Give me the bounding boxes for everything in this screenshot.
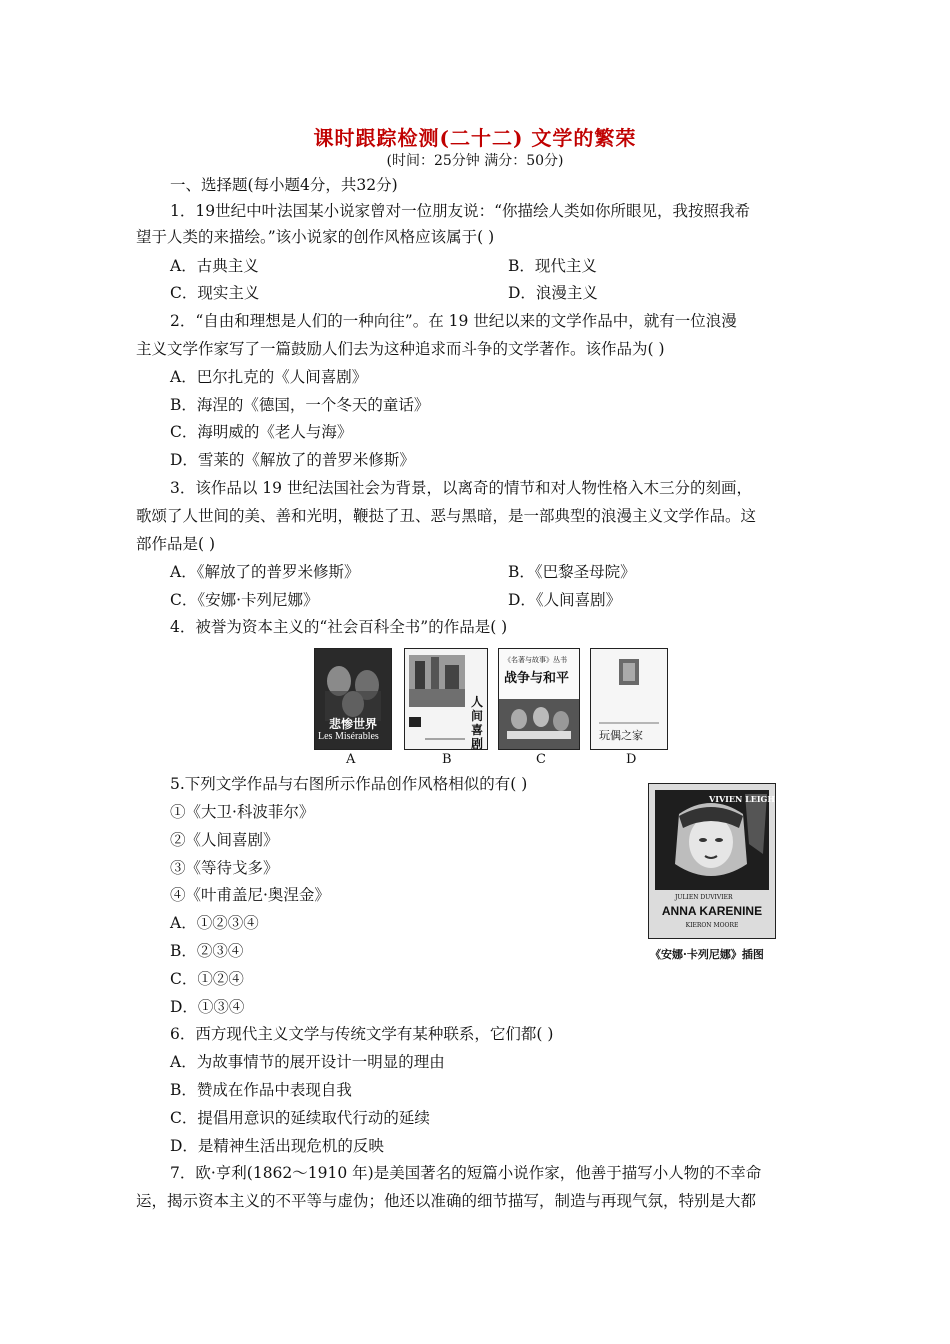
q5-item-1: ①《大卫·科波菲尔》 [170,803,315,821]
poster-top-credit: VIVIEN LEIGH [709,794,775,804]
poster-credit-2: KIERON MOORE [685,922,739,929]
q3-option-b: B．《巴黎圣母院》 [508,563,636,581]
book-c-series: 《名著与故事》丛书 [504,656,567,664]
q3-stem-line1: 3．该作品以 19 世纪法国社会为背景，以离奇的情节和对人物性格入木三分的刻画， [170,479,752,497]
q2-stem-line1: 2．“自由和理想是人们的一种向往”。在 19 世纪以来的文学作品中，就有一位浪漫 [170,312,737,330]
q4-label-b: B [442,752,452,767]
q3-option-d: D．《人间喜剧》 [508,591,622,609]
q2-option-d: D．雪莱的《解放了的普罗米修斯》 [170,451,415,469]
section-heading: 一、选择题(每小题4分，共32分) [170,176,398,194]
book-cover-b [404,648,488,750]
q6-stem: 6．西方现代主义文学与传统文学有某种联系，它们都( ) [170,1025,554,1043]
poster-credit-1: JULIEN DUVIVIER [675,894,733,901]
book-a-title-en: Les Misérables [318,731,379,742]
book-c-title: 战争与和平 [504,671,570,686]
q5-option-d: D．①③④ [170,998,245,1016]
q3-option-c: C．《安娜·卡列尼娜》 [170,591,319,609]
q6-option-b: B．赞成在作品中表现自我 [170,1081,352,1099]
q3-option-a: A．《解放了的普罗米修斯》 [170,563,360,581]
q5-item-4: ④《叶甫盖尼·奥涅金》 [170,886,330,904]
page-subtitle: (时间：25分钟 满分：50分) [386,153,564,169]
book-cover-d [590,648,668,750]
q2-option-a: A．巴尔扎克的《人间喜剧》 [170,368,368,386]
q2-stem-line2: 主义文学作家写了一篇鼓励人们去为这种追求而斗争的文学著作。该作品为( ) [136,340,665,358]
q7-stem-line1: 7．欧·亨利(1862～1910 年)是美国著名的短篇小说作家，他善于描写小人物的不幸命 [170,1164,762,1182]
q2-option-b: B．海涅的《德国，一个冬天的童话》 [170,396,430,414]
book-d-title: 玩偶之家 [599,729,643,742]
q1-stem-line1: 1．19世纪中叶法国某小说家曾对一位朋友说：“你描绘人类如你所眼见，我按照我希 [170,202,751,220]
q1-option-c: C．现实主义 [170,284,260,302]
q6-option-a: A．为故事情节的展开设计一明显的理由 [170,1053,445,1071]
poster-caption: 《安娜·卡列尼娜》插图 [650,948,764,961]
q5-option-a: A．①②③④ [170,914,259,932]
book-a-title-cn: 悲惨世界 [329,717,378,731]
q1-option-d: D．浪漫主义 [508,284,598,302]
q4-label-c: C [536,752,546,767]
q4-stem: 4．被誉为资本主义的“社会百科全书”的作品是( ) [170,618,508,636]
poster-title: ANNA KARENINE [661,904,763,918]
q5-item-3: ③《等待戈多》 [170,859,279,877]
q7-stem-line2: 运，揭示资本主义的不平等与虚伪；他还以准确的细节描写，制造与再现气氛，特别是大都 [136,1192,757,1210]
q5-option-c: C．①②④ [170,970,244,988]
q6-option-d: D．是精神生活出现危机的反映 [170,1137,384,1155]
book-b-title: 人间喜剧 [471,695,484,750]
q6-option-c: C．提倡用意识的延续取代行动的延续 [170,1109,430,1127]
q1-option-a: A．古典主义 [170,257,259,275]
q1-stem-line2: 望于人类的来描绘。”该小说家的创作风格应该属于( ) [136,228,495,246]
book-cover-a [314,648,392,750]
book-c-art [499,699,579,749]
q5-stem: 5.下列文学作品与右图所示作品创作风格相似的有( ) [170,775,528,793]
q4-label-d: D [626,752,637,767]
q3-stem-line2: 歌颂了人世间的美、善和光明，鞭挞了丑、恶与黑暗，是一部典型的浪漫主义文学作品。这 [136,507,757,525]
anna-karenina-poster [648,783,776,939]
q5-option-b: B．②③④ [170,942,244,960]
q3-stem-line3: 部作品是( ) [136,535,216,553]
q1-option-b: B．现代主义 [508,257,597,275]
q4-label-a: A [346,752,356,767]
book-cover-c [498,648,580,750]
q2-option-c: C．海明威的《老人与海》 [170,423,353,441]
page-title: 课时跟踪检测(二十二) 文学的繁荣 [313,126,637,150]
q5-item-2: ②《人间喜剧》 [170,831,279,849]
